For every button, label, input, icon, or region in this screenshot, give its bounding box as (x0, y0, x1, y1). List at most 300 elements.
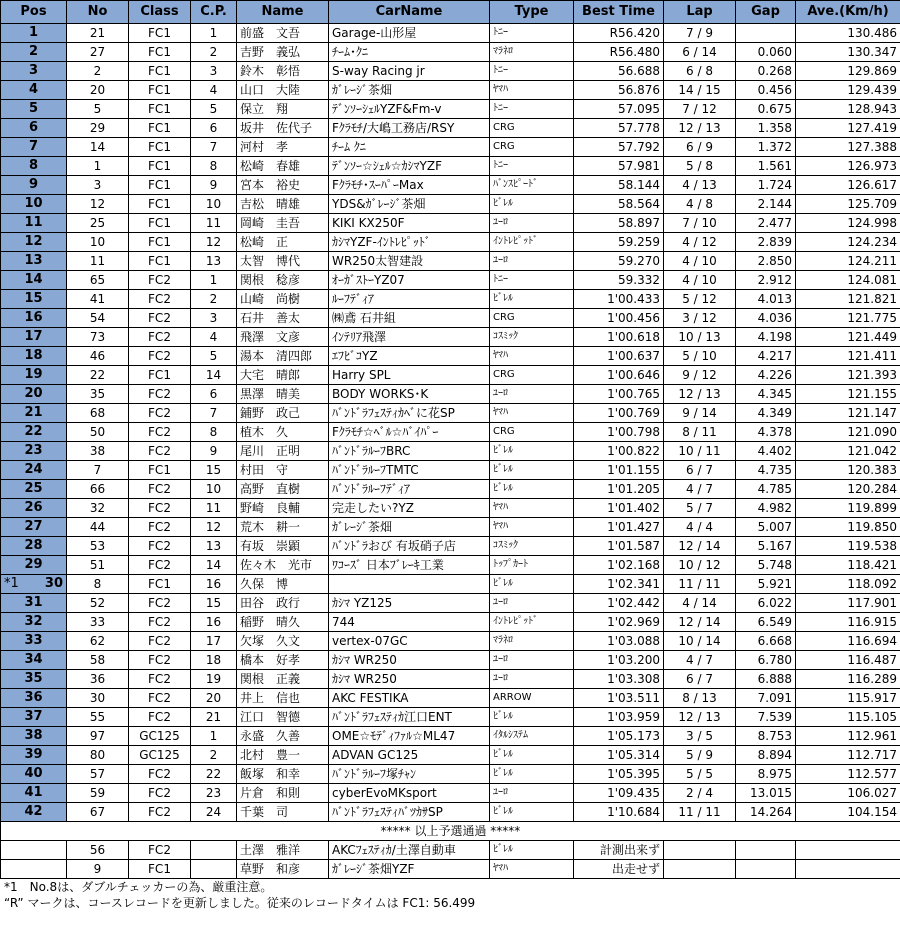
cell-no: 97 (67, 727, 129, 746)
cell-carname: ﾊﾞﾝﾄﾞﾗおび 有坂硝子店 (329, 537, 490, 556)
cell-class: FC1 (129, 81, 191, 100)
cell-cp: 23 (191, 784, 237, 803)
cell-no: 10 (67, 233, 129, 252)
table-row (1, 81, 900, 100)
cell-name: 永盛 久善 (237, 727, 329, 746)
cell-type: ﾕｰﾛ (490, 214, 574, 233)
table-row (1, 24, 900, 43)
cell-best-time: 1'02.442 (574, 594, 664, 613)
cell-lap: 5 / 9 (664, 746, 736, 765)
table-row (1, 632, 900, 651)
cell-ave: 129.439 (796, 81, 900, 100)
cell-type: ﾔﾏﾊ (490, 404, 574, 423)
cell-class: FC2 (129, 765, 191, 784)
cell-class: FC1 (129, 43, 191, 62)
cell-name: 河村 孝 (237, 138, 329, 157)
cell-class: FC2 (129, 537, 191, 556)
cell-gap: 6.888 (736, 670, 796, 689)
pos-number: 30 (44, 576, 63, 591)
cell-ave: 126.973 (796, 157, 900, 176)
cell-cp: 12 (191, 518, 237, 537)
cell-cp: 1 (191, 271, 237, 290)
cell-name: 松崎 春雄 (237, 157, 329, 176)
cell-type: ﾄﾆｰ (490, 24, 574, 43)
cell-lap: 8 / 11 (664, 423, 736, 442)
cell-cp: 2 (191, 290, 237, 309)
cell-carname: ﾊﾞﾝﾄﾞﾗﾙｰﾌﾃﾞｨｱ (329, 480, 490, 499)
cell-cp: 15 (191, 594, 237, 613)
cell-lap: 3 / 5 (664, 727, 736, 746)
cell-class: FC2 (129, 556, 191, 575)
cell-name: 江口 智德 (237, 708, 329, 727)
cell-gap: 6.549 (736, 613, 796, 632)
cell-no: 65 (67, 271, 129, 290)
cell-class: FC1 (129, 214, 191, 233)
cell-name: 関根 稔彦 (237, 271, 329, 290)
cell-cp: 18 (191, 651, 237, 670)
cell-ave: 120.284 (796, 480, 900, 499)
table-row (1, 803, 900, 822)
cell-cp: 15 (191, 461, 237, 480)
cell-name: 片倉 和則 (237, 784, 329, 803)
cell-carname: ｶﾞﾚｰｼﾞ茶畑 (329, 81, 490, 100)
table-row (1, 518, 900, 537)
header-gap: Gap (736, 1, 796, 24)
cell-lap: 12 / 14 (664, 537, 736, 556)
cell-name: 野崎 良輔 (237, 499, 329, 518)
cell-no: 21 (67, 24, 129, 43)
cell-best-time: 1'01.402 (574, 499, 664, 518)
dnq-row (1, 841, 900, 860)
cell-ave: 116.289 (796, 670, 900, 689)
cell-type: ﾋﾞﾚﾙ (490, 195, 574, 214)
cell-name: 橋本 好孝 (237, 651, 329, 670)
cell-gap: 8.753 (736, 727, 796, 746)
cell-carname: S-way Racing jr (329, 62, 490, 81)
cell-carname: ｶｼﾏ WR250 (329, 651, 490, 670)
cell-cp: 8 (191, 423, 237, 442)
cell-name: 田谷 政行 (237, 594, 329, 613)
header-class: Class (129, 1, 191, 24)
cell-name: 太智 博代 (237, 252, 329, 271)
cell-no: 51 (67, 556, 129, 575)
cell-type: ﾋﾞﾚﾙ (490, 480, 574, 499)
cell-lap: 4 / 10 (664, 252, 736, 271)
cell-no: 54 (67, 309, 129, 328)
qualify-separator: ***** 以上予選通過 ***** (1, 822, 900, 841)
cell-ave: 126.617 (796, 176, 900, 195)
cell-name: 高野 直樹 (237, 480, 329, 499)
dnq-ave (796, 841, 900, 860)
cell-carname: ｲﾝﾃﾘｱ飛澤 (329, 328, 490, 347)
cell-carname (329, 575, 490, 594)
cell-cp: 2 (191, 746, 237, 765)
cell-no: 29 (67, 119, 129, 138)
cell-name: 吉野 義弘 (237, 43, 329, 62)
cell-class: FC2 (129, 518, 191, 537)
cell-gap: 4.785 (736, 480, 796, 499)
cell-best-time: 1'03.088 (574, 632, 664, 651)
table-row (1, 594, 900, 613)
cell-lap: 7 / 10 (664, 214, 736, 233)
table-row (1, 784, 900, 803)
cell-gap: 7.091 (736, 689, 796, 708)
table-row (1, 537, 900, 556)
cell-cp: 9 (191, 442, 237, 461)
table-row (1, 176, 900, 195)
cell-carname: ｴﾌﾋﾞｺYZ (329, 347, 490, 366)
cell-class: FC2 (129, 404, 191, 423)
cell-no: 46 (67, 347, 129, 366)
cell-ave: 121.393 (796, 366, 900, 385)
cell-class: FC2 (129, 632, 191, 651)
cell-type: ｲﾀﾙｼｽﾃﾑ (490, 727, 574, 746)
cell-no: 52 (67, 594, 129, 613)
cell-cp: 14 (191, 556, 237, 575)
dnq-class: FC1 (129, 860, 191, 879)
cell-no: 3 (67, 176, 129, 195)
cell-name: 石井 善太 (237, 309, 329, 328)
cell-pos: 3 (1, 62, 67, 81)
dnq-lap (664, 841, 736, 860)
cell-best-time: 58.897 (574, 214, 664, 233)
cell-class: FC2 (129, 594, 191, 613)
cell-cp: 10 (191, 480, 237, 499)
cell-class: FC2 (129, 613, 191, 632)
header-best-time: Best Time (574, 1, 664, 24)
note-record: “R” マークは、コースレコードを更新しました。従来のレコードタイムは FC1: 56.499 (4, 896, 476, 910)
cell-cp: 4 (191, 328, 237, 347)
cell-best-time: 57.792 (574, 138, 664, 157)
cell-no: 38 (67, 442, 129, 461)
cell-cp: 1 (191, 24, 237, 43)
cell-gap: 1.358 (736, 119, 796, 138)
cell-name: 山崎 尚樹 (237, 290, 329, 309)
cell-ave: 130.486 (796, 24, 900, 43)
cell-carname: ﾊﾞﾝﾄﾞﾗﾌｪｽﾃｨｶﾍﾞに花SP (329, 404, 490, 423)
cell-no: 27 (67, 43, 129, 62)
cell-gap: 6.780 (736, 651, 796, 670)
cell-pos: 1 (1, 24, 67, 43)
cell-lap: 5 / 10 (664, 347, 736, 366)
cell-carname: ﾜｺｰｽﾞ 日本ﾌﾞﾚｰｷ工業 (329, 556, 490, 575)
cell-class: FC2 (129, 442, 191, 461)
cell-lap: 2 / 4 (664, 784, 736, 803)
cell-best-time: 58.564 (574, 195, 664, 214)
cell-best-time: R56.480 (574, 43, 664, 62)
cell-name: 坂井 佐代子 (237, 119, 329, 138)
cell-pos: 12 (1, 233, 67, 252)
cell-best-time: 1'00.765 (574, 385, 664, 404)
cell-type: ﾔﾏﾊ (490, 81, 574, 100)
cell-pos: 15 (1, 290, 67, 309)
table-row (1, 43, 900, 62)
table-row (1, 670, 900, 689)
dnq-type: ﾔﾏﾊ (490, 860, 574, 879)
cell-type: ﾋﾞﾚﾙ (490, 461, 574, 480)
cell-best-time: 1'02.341 (574, 575, 664, 594)
cell-carname: Garage-山形屋 (329, 24, 490, 43)
cell-carname: ｶｼﾏ WR250 (329, 670, 490, 689)
cell-best-time: 1'00.798 (574, 423, 664, 442)
cell-lap: 4 / 14 (664, 594, 736, 613)
cell-class: FC2 (129, 328, 191, 347)
cell-ave: 112.717 (796, 746, 900, 765)
cell-best-time: 1'01.205 (574, 480, 664, 499)
cell-cp: 6 (191, 119, 237, 138)
cell-class: FC1 (129, 252, 191, 271)
cell-name: 千葉 司 (237, 803, 329, 822)
cell-pos: 28 (1, 537, 67, 556)
cell-best-time: 59.259 (574, 233, 664, 252)
cell-cp: 14 (191, 366, 237, 385)
cell-cp: 1 (191, 727, 237, 746)
cell-gap: 4.349 (736, 404, 796, 423)
cell-no: 20 (67, 81, 129, 100)
cell-gap: 5.007 (736, 518, 796, 537)
dnq-no: 9 (67, 860, 129, 879)
cell-gap: 6.022 (736, 594, 796, 613)
cell-best-time: 1'02.969 (574, 613, 664, 632)
cell-type: ﾄﾆｰ (490, 271, 574, 290)
cell-pos: 9 (1, 176, 67, 195)
table-row (1, 347, 900, 366)
cell-ave: 129.869 (796, 62, 900, 81)
cell-cp: 5 (191, 347, 237, 366)
cell-name: 村田 守 (237, 461, 329, 480)
table-row (1, 62, 900, 81)
cell-no: 44 (67, 518, 129, 537)
cell-type: ARROW (490, 689, 574, 708)
dnq-pos (1, 841, 67, 860)
cell-carname: Fｸﾗﾓﾁ･ｽｰﾊﾟｰMax (329, 176, 490, 195)
dnq-row (1, 860, 900, 879)
cell-class: FC2 (129, 480, 191, 499)
cell-no: 59 (67, 784, 129, 803)
table-row (1, 328, 900, 347)
cell-class: FC2 (129, 651, 191, 670)
dnq-type: ﾋﾞﾚﾙ (490, 841, 574, 860)
dnq-gap (736, 841, 796, 860)
cell-ave: 124.998 (796, 214, 900, 233)
table-row (1, 195, 900, 214)
cell-type: ｲﾝﾄﾚﾋﾟｯﾄﾞ (490, 233, 574, 252)
cell-name: 植木 久 (237, 423, 329, 442)
cell-cp: 8 (191, 157, 237, 176)
cell-pos: 31 (1, 594, 67, 613)
cell-ave: 130.347 (796, 43, 900, 62)
cell-carname: cyberEvoMKsport (329, 784, 490, 803)
cell-ave: 118.421 (796, 556, 900, 575)
cell-type: ﾄﾆｰ (490, 100, 574, 119)
cell-no: 12 (67, 195, 129, 214)
cell-class: FC1 (129, 575, 191, 594)
cell-pos: 29 (1, 556, 67, 575)
cell-ave: 124.234 (796, 233, 900, 252)
cell-cp: 3 (191, 309, 237, 328)
cell-name: 関根 正義 (237, 670, 329, 689)
cell-cp: 13 (191, 537, 237, 556)
cell-cp: 21 (191, 708, 237, 727)
cell-no: 33 (67, 613, 129, 632)
cell-lap: 3 / 12 (664, 309, 736, 328)
cell-best-time: 56.688 (574, 62, 664, 81)
cell-gap: 1.372 (736, 138, 796, 157)
cell-pos: 6 (1, 119, 67, 138)
cell-ave: 119.538 (796, 537, 900, 556)
cell-carname: KIKI KX250F (329, 214, 490, 233)
cell-gap: 4.036 (736, 309, 796, 328)
cell-pos: 23 (1, 442, 67, 461)
cell-name: 井上 信也 (237, 689, 329, 708)
cell-pos: 33 (1, 632, 67, 651)
cell-ave: 115.917 (796, 689, 900, 708)
cell-class: FC2 (129, 309, 191, 328)
cell-ave: 121.449 (796, 328, 900, 347)
cell-carname: 744 (329, 613, 490, 632)
cell-gap: 0.456 (736, 81, 796, 100)
cell-type: CRG (490, 366, 574, 385)
table-row (1, 461, 900, 480)
header-cp: C.P. (191, 1, 237, 24)
cell-best-time: 1'03.308 (574, 670, 664, 689)
cell-lap: 6 / 9 (664, 138, 736, 157)
cell-ave: 104.154 (796, 803, 900, 822)
cell-class: FC1 (129, 176, 191, 195)
cell-lap: 7 / 9 (664, 24, 736, 43)
cell-gap: 0.675 (736, 100, 796, 119)
cell-pos: 40 (1, 765, 67, 784)
cell-best-time: 57.981 (574, 157, 664, 176)
cell-lap: 11 / 11 (664, 803, 736, 822)
cell-carname: ﾁｰﾑ･ｸﾆ (329, 43, 490, 62)
cell-gap: 4.345 (736, 385, 796, 404)
cell-carname: ｵｰｶﾞｽﾄｰYZ07 (329, 271, 490, 290)
cell-name: 有坂 崇顕 (237, 537, 329, 556)
cell-gap: 0.268 (736, 62, 796, 81)
header-row (1, 1, 900, 24)
cell-no: 55 (67, 708, 129, 727)
cell-pos: 41 (1, 784, 67, 803)
cell-pos: 2 (1, 43, 67, 62)
cell-pos: 14 (1, 271, 67, 290)
cell-class: FC1 (129, 461, 191, 480)
cell-no: 80 (67, 746, 129, 765)
cell-carname: ﾊﾞﾝﾄﾞﾗﾙｰﾌBRC (329, 442, 490, 461)
cell-class: FC2 (129, 423, 191, 442)
cell-name: 前盛 文吾 (237, 24, 329, 43)
cell-best-time: 57.778 (574, 119, 664, 138)
header-no: No (67, 1, 129, 24)
cell-lap: 10 / 12 (664, 556, 736, 575)
header-pos: Pos (1, 1, 67, 24)
table-row (1, 689, 900, 708)
cell-best-time: 1'00.433 (574, 290, 664, 309)
cell-name: 松崎 正 (237, 233, 329, 252)
cell-pos: 20 (1, 385, 67, 404)
cell-ave: 125.709 (796, 195, 900, 214)
cell-ave: 124.081 (796, 271, 900, 290)
cell-type: ﾄﾆｰ (490, 62, 574, 81)
cell-pos: 13 (1, 252, 67, 271)
cell-ave: 120.383 (796, 461, 900, 480)
cell-pos: 8 (1, 157, 67, 176)
cell-carname: OME☆ﾓﾃﾞｨﾌｧﾙ☆ML47 (329, 727, 490, 746)
cell-lap: 12 / 14 (664, 613, 736, 632)
dnq-status: 出走せず (574, 860, 664, 879)
dnq-lap (664, 860, 736, 879)
note-double-checker: *1 No.8は、ダブルチェッカーの為、厳重注意。 (4, 880, 273, 894)
cell-carname: Fｸﾗﾓﾁ☆ﾍﾞﾙ☆ﾊﾞｲﾊﾟｰ (329, 423, 490, 442)
cell-gap: 1.561 (736, 157, 796, 176)
dnq-car: ｶﾞﾚｰｼﾞ茶畑YZF (329, 860, 490, 879)
cell-carname: ｶﾞﾚｰｼﾞ茶畑 (329, 518, 490, 537)
cell-best-time: 59.270 (574, 252, 664, 271)
cell-type: ﾋﾞﾚﾙ (490, 708, 574, 727)
table-row (1, 100, 900, 119)
cell-name: 北村 豊一 (237, 746, 329, 765)
cell-type: ｺｽﾐｯｸ (490, 328, 574, 347)
cell-no: 62 (67, 632, 129, 651)
table-row (1, 290, 900, 309)
cell-ave: 121.042 (796, 442, 900, 461)
cell-name: 吉松 晴雄 (237, 195, 329, 214)
cell-pos: 18 (1, 347, 67, 366)
table-row (1, 138, 900, 157)
dnq-status: 計測出来ず (574, 841, 664, 860)
cell-name: 欠塚 久文 (237, 632, 329, 651)
cell-cp: 7 (191, 404, 237, 423)
cell-gap: 2.839 (736, 233, 796, 252)
cell-best-time: R56.420 (574, 24, 664, 43)
cell-ave: 116.915 (796, 613, 900, 632)
dnq-name: 土澤 雅洋 (237, 841, 329, 860)
cell-lap: 10 / 11 (664, 442, 736, 461)
cell-lap: 10 / 14 (664, 632, 736, 651)
cell-lap: 5 / 7 (664, 499, 736, 518)
cell-no: 25 (67, 214, 129, 233)
cell-pos: 4 (1, 81, 67, 100)
cell-cp: 10 (191, 195, 237, 214)
cell-ave: 121.155 (796, 385, 900, 404)
separator-row (1, 822, 900, 841)
cell-best-time: 1'00.646 (574, 366, 664, 385)
cell-ave: 121.821 (796, 290, 900, 309)
cell-class: FC2 (129, 784, 191, 803)
pos-footnote-mark: *1 (4, 576, 19, 591)
cell-no: 50 (67, 423, 129, 442)
cell-gap: 4.735 (736, 461, 796, 480)
cell-ave: 112.577 (796, 765, 900, 784)
cell-type: CRG (490, 119, 574, 138)
cell-no: 73 (67, 328, 129, 347)
cell-best-time: 1'00.637 (574, 347, 664, 366)
cell-pos: 42 (1, 803, 67, 822)
cell-gap: 6.668 (736, 632, 796, 651)
cell-carname: AKC FESTIKA (329, 689, 490, 708)
table-row (1, 708, 900, 727)
cell-carname: ADVAN GC125 (329, 746, 490, 765)
cell-class: FC1 (129, 119, 191, 138)
dnq-cp (191, 841, 237, 860)
cell-gap: 4.982 (736, 499, 796, 518)
cell-pos: 11 (1, 214, 67, 233)
cell-ave: 127.419 (796, 119, 900, 138)
cell-pos: 16 (1, 309, 67, 328)
cell-ave: 124.211 (796, 252, 900, 271)
cell-cp: 11 (191, 214, 237, 233)
cell-class: FC1 (129, 157, 191, 176)
